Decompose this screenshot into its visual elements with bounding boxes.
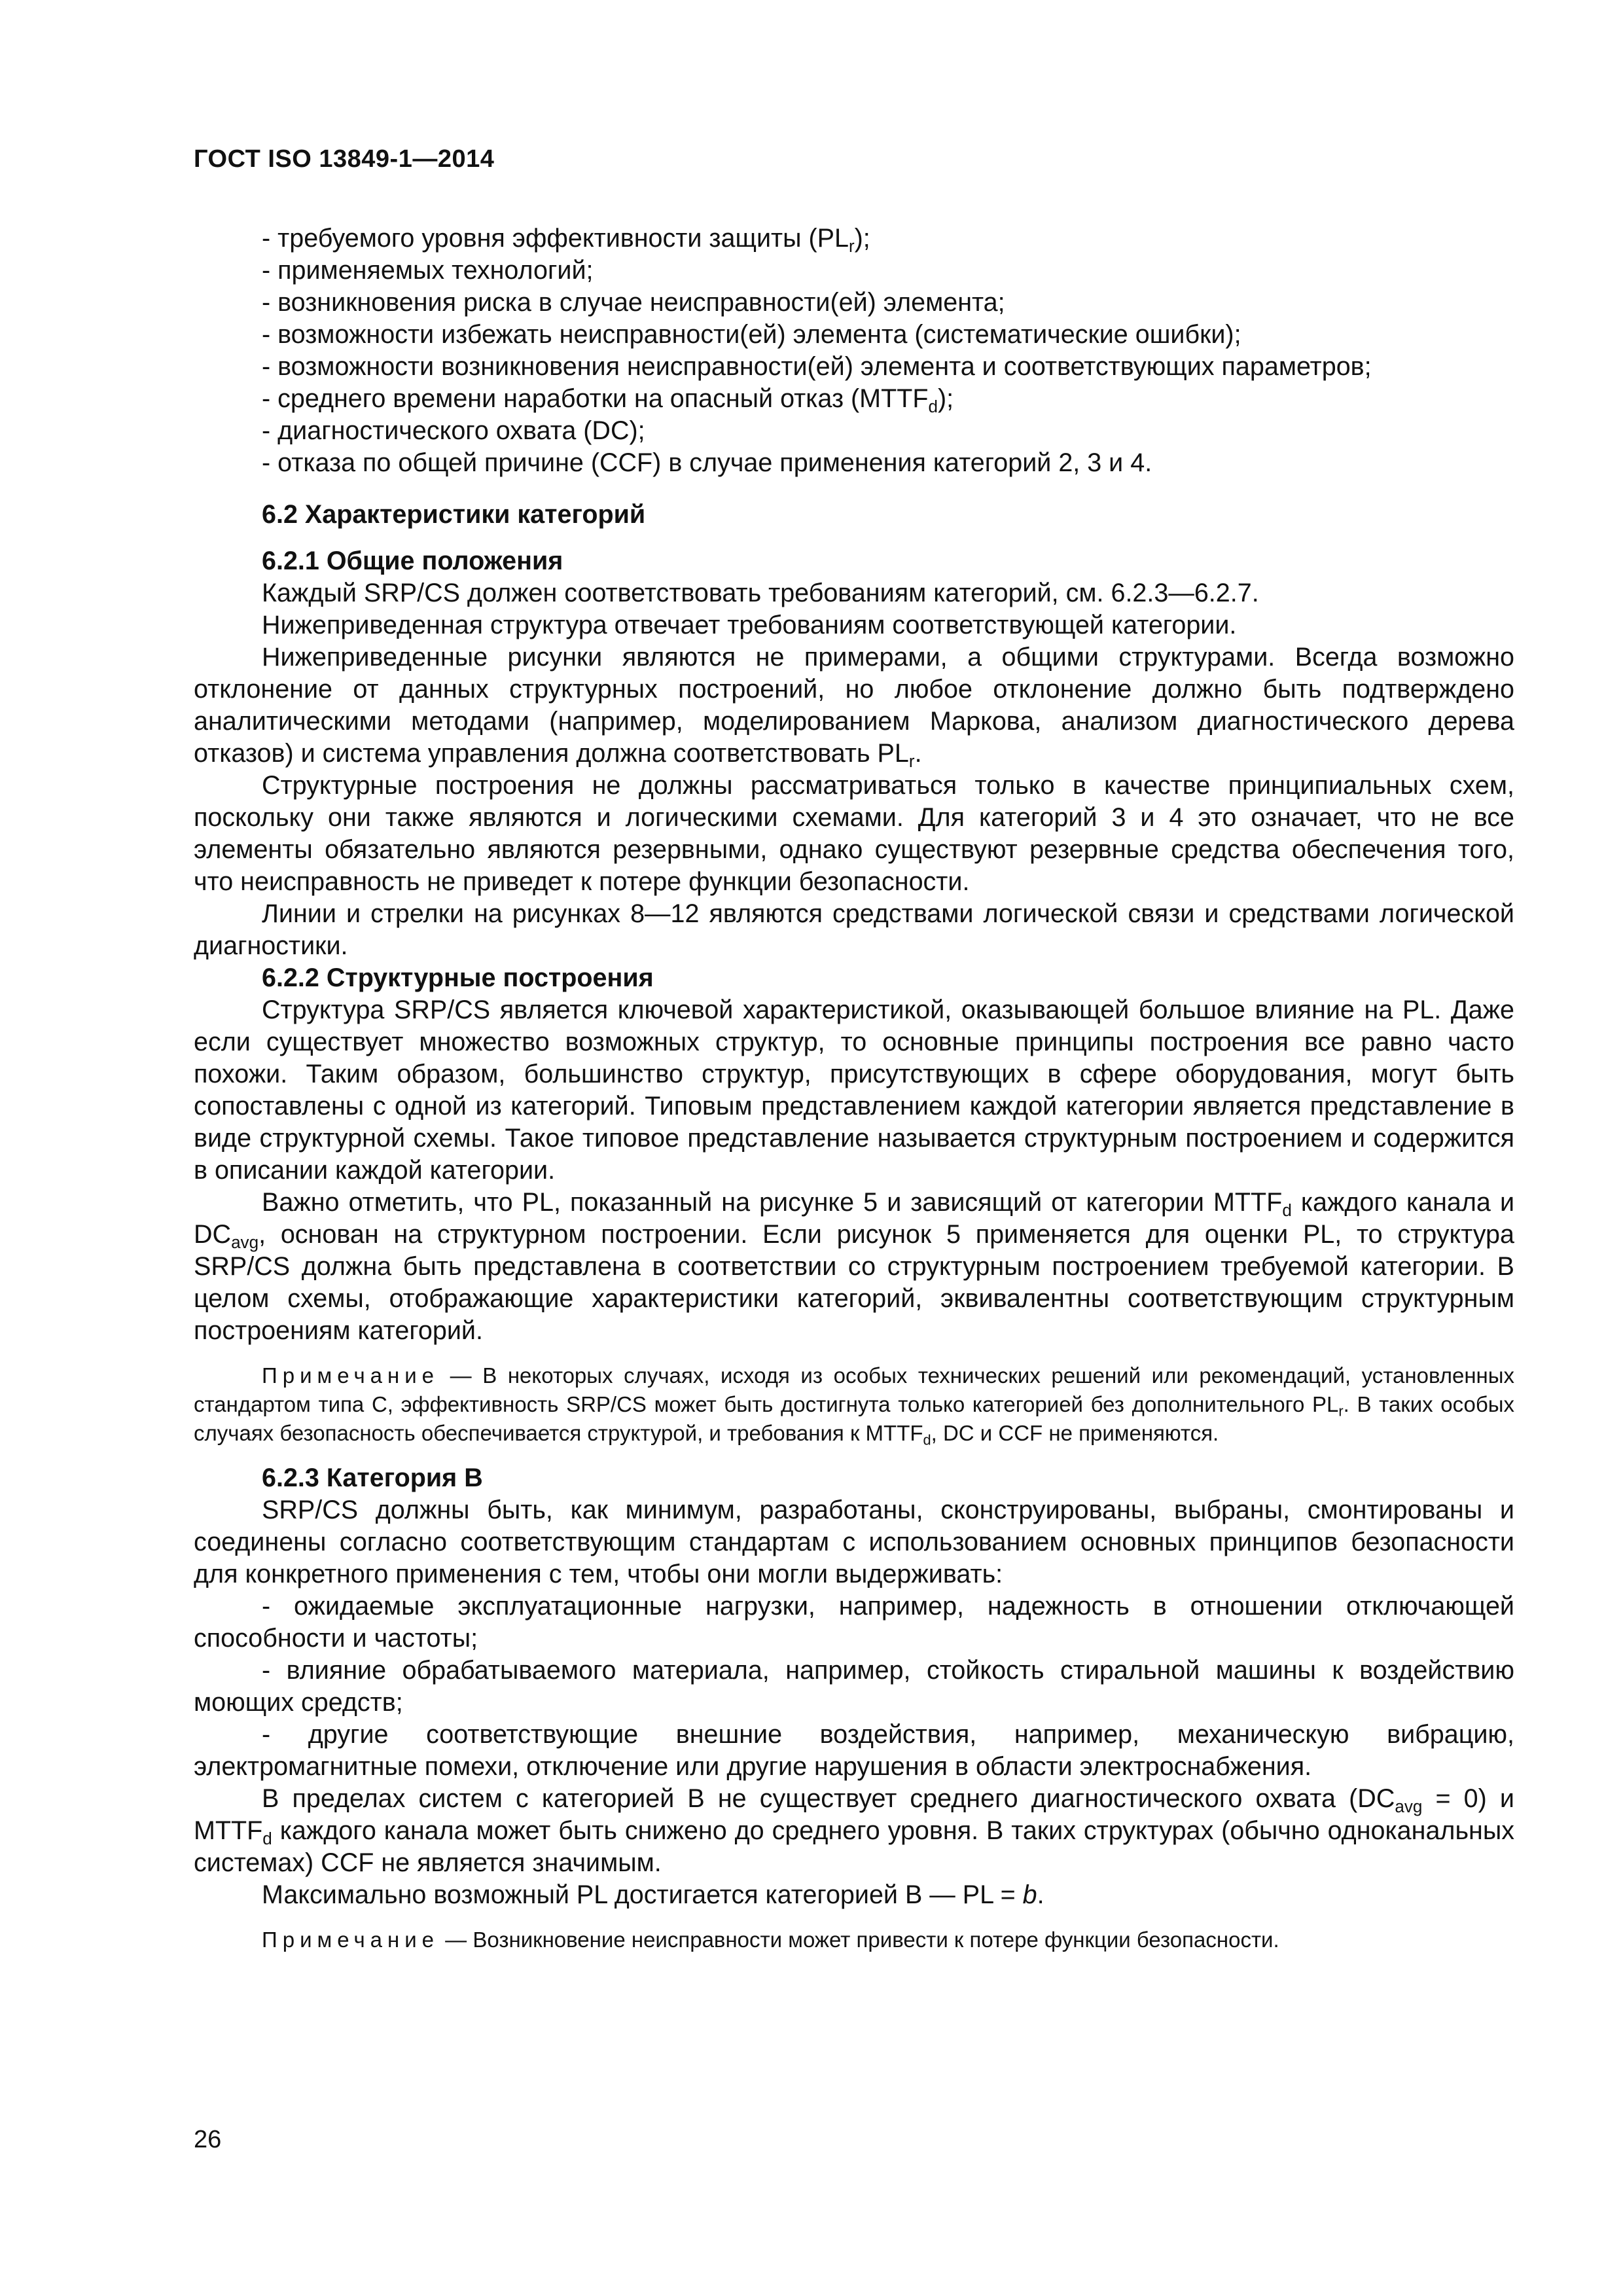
section-heading-6-2: 6.2 Характеристики категорий xyxy=(262,500,646,529)
list-item: - возможности избежать неисправности(ей) элемента (систематические ошибки); xyxy=(262,320,1241,349)
paragraph: Важно отметить, что PL, показанный на рисунке 5 и зависящий от категории $MTTF_d$ каждого канала и $DC_{avg}$, основан на структурном построении. Если рисунок 5 применяется для оценки PL, то структура SRP/CS должна быть представлена в соответствии со структурным построением требуемой категории. В целом схемы, отображающие характеристики категорий, эквивалентны соответствующим структурным построениям категорий. xyxy=(194,1188,1515,1345)
section-heading-6-2-2: 6.2.2 Структурные построения xyxy=(262,963,654,992)
paragraph: Нижеприведенная структура отвечает требованиям соответствующей категории. xyxy=(262,611,1237,639)
paragraph: SRP/CS должны быть, как минимум, разработаны, сконструированы, выбраны, смонтированы и соединены согласно соответствующим стандартам с использованием основных принципов безопасности для конкретного применения с тем, чтобы они могли выдерживать: xyxy=(194,1496,1514,1588)
note: Примечание — В некоторых случаях, исходя из особых технических решений или рекомендаций, установленных стандартом типа С, эффективность SRP/CS может быть достигнута только категорией без дополнительного $PL_r$. В таких особых случаях безопасность обеспечивается структурой, и требования к $MTTF_d$, DC и CCF не применяются. xyxy=(194,1363,1514,1448)
paragraph: Максимально возможный PL достигается категорией В — PL = b. xyxy=(262,1880,1044,1909)
paragraph: Структура SRP/CS является ключевой характеристикой, оказывающей большое влияние на PL. Даже если существует множество возможных структур, то основные принципы построения все равно часто похожи. Таким образом, большинство структур, присутствующих в сфере оборудования, могут быть сопоставлены с одной из категорий. Типовым представлением каждой категории является представление в виде структурной схемы. Такое типовое представление называется структурным построением и содержится в описании каждой категории. xyxy=(194,996,1514,1185)
list-item: - другие соответствующие внешние воздействия, например, механическую вибрацию, электромагнитные помехи, отключение или другие нарушения в области электроснабжения. xyxy=(194,1720,1514,1781)
list-item: - диагностического охвата (DC); xyxy=(262,416,645,445)
section-heading-6-2-1: 6.2.1 Общие положения xyxy=(262,547,563,575)
list-item: - возникновения риска в случае неисправности(ей) элемента; xyxy=(262,288,1005,317)
paragraph: Структурные построения не должны рассматриваться только в качестве принципиальных схем, поскольку они также являются и логическими схемами. Для категорий 3 и 4 это означает, что не все элементы обязательно являются резервными, однако существуют резервные средства обеспечения того, что неисправность не приведет к потере функции безопасности. xyxy=(194,771,1514,896)
paragraph: Нижеприведенные рисунки являются не примерами, а общими структурами. Всегда возможно отклонение от данных структурных построений, но любое отклонение должно быть подтверждено аналитическими методами (например, моделированием Маркова, анализом диагностического дерева отказов) и система управления должна соответствовать $PL_r$. xyxy=(194,643,1514,771)
paragraph: Каждый SRP/CS должен соответствовать требованиям категорий, см. 6.2.3—6.2.7. xyxy=(262,579,1259,607)
requirements-list xyxy=(194,223,1514,479)
list-item: - требуемого уровня эффективности защиты $(PL_r)$; xyxy=(262,224,870,256)
section-heading-6-2-3: 6.2.3 Категория В xyxy=(262,1463,483,1492)
list-item: - применяемых технологий; xyxy=(262,256,594,285)
list-item: - возможности возникновения неисправности(ей) элемента и соответствующих параметров; xyxy=(262,352,1372,381)
note: Примечание — Возникновение неисправности может привести к потере функции безопасности. xyxy=(262,1928,1279,1952)
list-item: - отказа по общей причине (CCF) в случае применения категорий 2, 3 и 4. xyxy=(262,448,1152,477)
list-item: - влияние обрабатываемого материала, например, стойкость стиральной машины к воздействию моющих средств; xyxy=(194,1656,1514,1717)
paragraph: Линии и стрелки на рисунках 8—12 являются средствами логической связи и средствами логической диагностики. xyxy=(194,899,1514,960)
note-label: Примечание xyxy=(262,1928,440,1952)
page-number: 26 xyxy=(194,2126,222,2153)
standard-header: ГОСТ ISO 13849-1—2014 xyxy=(194,145,495,173)
note-label: Примечание xyxy=(262,1363,440,1388)
list-item: - среднего времени наработки на опасный отказ $(MTTF_d)$; xyxy=(262,384,954,416)
page-content xyxy=(194,223,1514,1954)
paragraph: В пределах систем с категорией В не существует среднего диагностического охвата $(DC_{avg} = 0)$ и $MTTF_d$ каждого канала может быть снижено до среднего уровня. В таких структурах (обычно одноканальных системах) CCF не является значимым. xyxy=(194,1784,1514,1877)
list-item: - ожидаемые эксплуатационные нагрузки, например, надежность в отношении отключающей способности и частоты; xyxy=(194,1592,1514,1653)
